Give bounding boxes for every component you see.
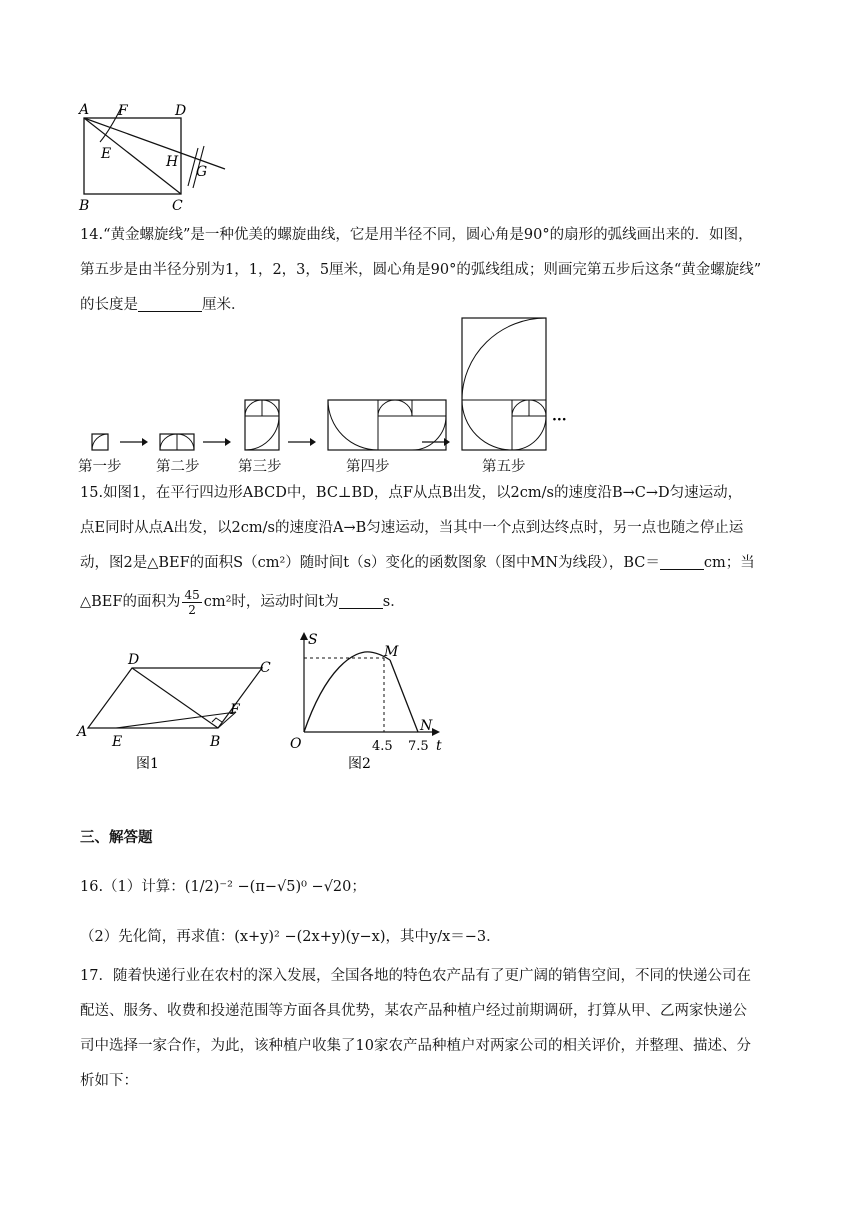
q15-line-3-pre: 动，图2是△BEF的面积S（cm²）随时间t（s）变化的函数图象（图中MN为线段），BC＝: [80, 555, 660, 571]
question-17: [80, 959, 780, 1099]
fig1-label-B: B: [210, 734, 221, 750]
question-14: [80, 218, 780, 323]
q17-line-3: 司中选择一家合作，为此，该种植户收集了10家农产品种植户对两家公司的相关评价，并整理、描述、分: [80, 1038, 751, 1054]
fig2-label-t: t: [436, 738, 442, 754]
label-A: A: [79, 102, 90, 118]
fig2-label-S: S: [308, 632, 318, 648]
step-label-4: 第四步: [346, 459, 390, 475]
fig1-caption: 图1: [136, 756, 159, 772]
q14-line-1: “黄金螺旋线”是一种优美的螺旋曲线，它是用半径不同，圆心角是90°的扇形的弧线画出来的．如图，: [103, 227, 753, 243]
figure-1-parallelogram: [76, 652, 286, 772]
fig2-caption: 图2: [348, 756, 371, 772]
label-B: B: [79, 198, 90, 214]
fig1-label-A: A: [77, 724, 88, 740]
ellipsis: ···: [552, 412, 567, 428]
q15-line-3-post: cm；当: [703, 555, 755, 571]
label-F: F: [118, 103, 128, 119]
label-C: C: [172, 198, 183, 214]
fig2-label-N: N: [420, 718, 433, 734]
answer-blank[interactable]: [138, 293, 202, 312]
q15-line-4-mid: cm²时，运动时间t为: [203, 594, 339, 610]
q17-line-1: 17．随着快递行业在农村的深入发展，全国各地的特色农产品有了更广阔的销售空间，不同的快递公司在: [80, 968, 751, 984]
step-label-1: 第一步: [78, 459, 122, 475]
question-15: [80, 476, 780, 620]
fraction-45-2: [182, 588, 201, 617]
q14-line-2: 第五步是由半径分别为1，1，2，3，5厘米，圆心角是90°的弧线组成；则画完第五步后这条“黄金螺旋线”: [80, 262, 762, 278]
figure-q13: [70, 100, 240, 215]
answer-blank-time[interactable]: [339, 590, 383, 609]
fig2-tick-7-5: 7.5: [408, 739, 429, 754]
label-D: D: [175, 103, 187, 119]
fig2-tick-4-5: 4.5: [372, 739, 393, 754]
fig1-label-D: D: [128, 652, 140, 668]
fig2-label-O: O: [290, 736, 302, 752]
question-number: 14.: [80, 227, 104, 243]
step-label-3: 第三步: [238, 459, 282, 475]
fraction-denominator: 2: [188, 602, 196, 617]
question-number: 15.: [80, 485, 104, 501]
label-H: H: [166, 154, 179, 170]
fig2-label-M: M: [384, 644, 399, 660]
q15-line-4-post: s．: [382, 594, 405, 610]
q15-line-1: 如图1，在平行四边形ABCD中，BC⊥BD，点F从点B出发，以2cm/s的速度沿B→C→D匀速运动，: [103, 485, 743, 501]
fig1-label-F: F: [230, 702, 240, 718]
fig1-label-E: E: [112, 734, 123, 750]
q14-line-3-pre: 的长度是: [80, 297, 138, 313]
q17-line-4: 析如下：: [80, 1073, 138, 1089]
q17-line-2: 配送、服务、收费和投递范围等方面各具优势，某农产品种植户经过前期调研，打算从甲、乙两家快递公: [80, 1003, 747, 1019]
step-label-5: 第五步: [482, 459, 526, 475]
q15-line-4-pre: △BEF的面积为: [80, 594, 181, 610]
figure-2-graph: [286, 628, 456, 774]
golden-spiral-step5: [418, 312, 588, 454]
step-label-2: 第二步: [156, 459, 200, 475]
answer-blank-bc[interactable]: [660, 551, 704, 570]
q16-part-1: 16.（1）计算：(1/2)⁻² −(π−√5)⁰ −√20；: [80, 879, 366, 895]
q14-line-3-post: 厘米．: [202, 297, 246, 313]
section-title: 三、解答题: [80, 830, 153, 846]
label-E: E: [101, 146, 112, 162]
fig1-label-C: C: [260, 660, 271, 676]
q15-line-2: 点E同时从点A出发，以2cm/s的速度沿A→B匀速运动，当其中一个点到达终点时，另一点也随之停止运: [80, 520, 744, 536]
question-16: [80, 866, 780, 958]
q16-part-2: （2）先化简，再求值：(x+y)² −(2x+y)(y−x)，其中y/x＝−3．: [80, 929, 501, 945]
label-G: G: [196, 164, 208, 180]
fraction-numerator: 45: [184, 587, 200, 602]
